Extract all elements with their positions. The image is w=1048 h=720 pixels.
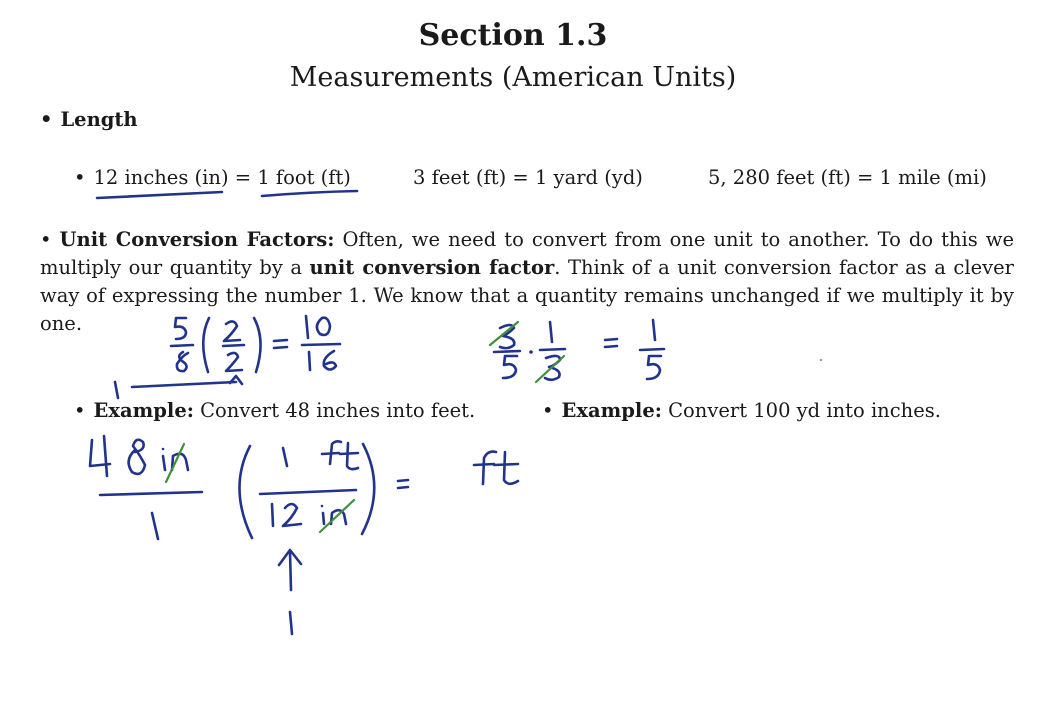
unit-conversion-text-2: . Think of a unit conversion factor as a clever way of expressing the number 1. We know that a quantity remains unchanged if we multiply it by one. [40, 256, 1015, 335]
example-text: Convert 100 yd into inches. [661, 399, 941, 422]
example-text: Convert 48 inches into feet. [193, 399, 476, 422]
length-heading [40, 108, 138, 131]
conversion-feet-yard: 3 feet (ft) = 1 yard (yd) [413, 166, 643, 189]
conversion-feet-mile: 5, 280 feet (ft) = 1 mile (mi) [708, 166, 987, 189]
example-48-inches [74, 399, 475, 422]
example-label: Example: [93, 399, 194, 422]
section-title: Section 1.3 [418, 18, 608, 53]
underline-12-inches [97, 192, 222, 198]
section-subtitle: Measurements (American Units) [289, 62, 737, 93]
stray-dot [820, 359, 822, 361]
handwritten-work-48-inches [90, 436, 518, 634]
example-100-yards [542, 399, 941, 422]
unit-conversion-text-1: Often, we need to convert from one unit to another. To do this we multiply our quantity by a [40, 228, 1014, 279]
unit-conversion-term: unit conversion factor [309, 256, 555, 279]
length-heading-label: Length [60, 108, 138, 131]
conversion-equals: = [234, 166, 252, 189]
unit-conversion-heading: Unit Conversion Factors: [59, 228, 335, 251]
conversion-inches-feet [74, 166, 351, 189]
underline-1-foot [262, 191, 357, 196]
unit-conversion-paragraph [40, 226, 1014, 338]
conversion-right: 1 foot (ft) [257, 166, 351, 189]
conversion-left: 12 inches (in) [93, 166, 229, 189]
example-label: Example: [561, 399, 662, 422]
